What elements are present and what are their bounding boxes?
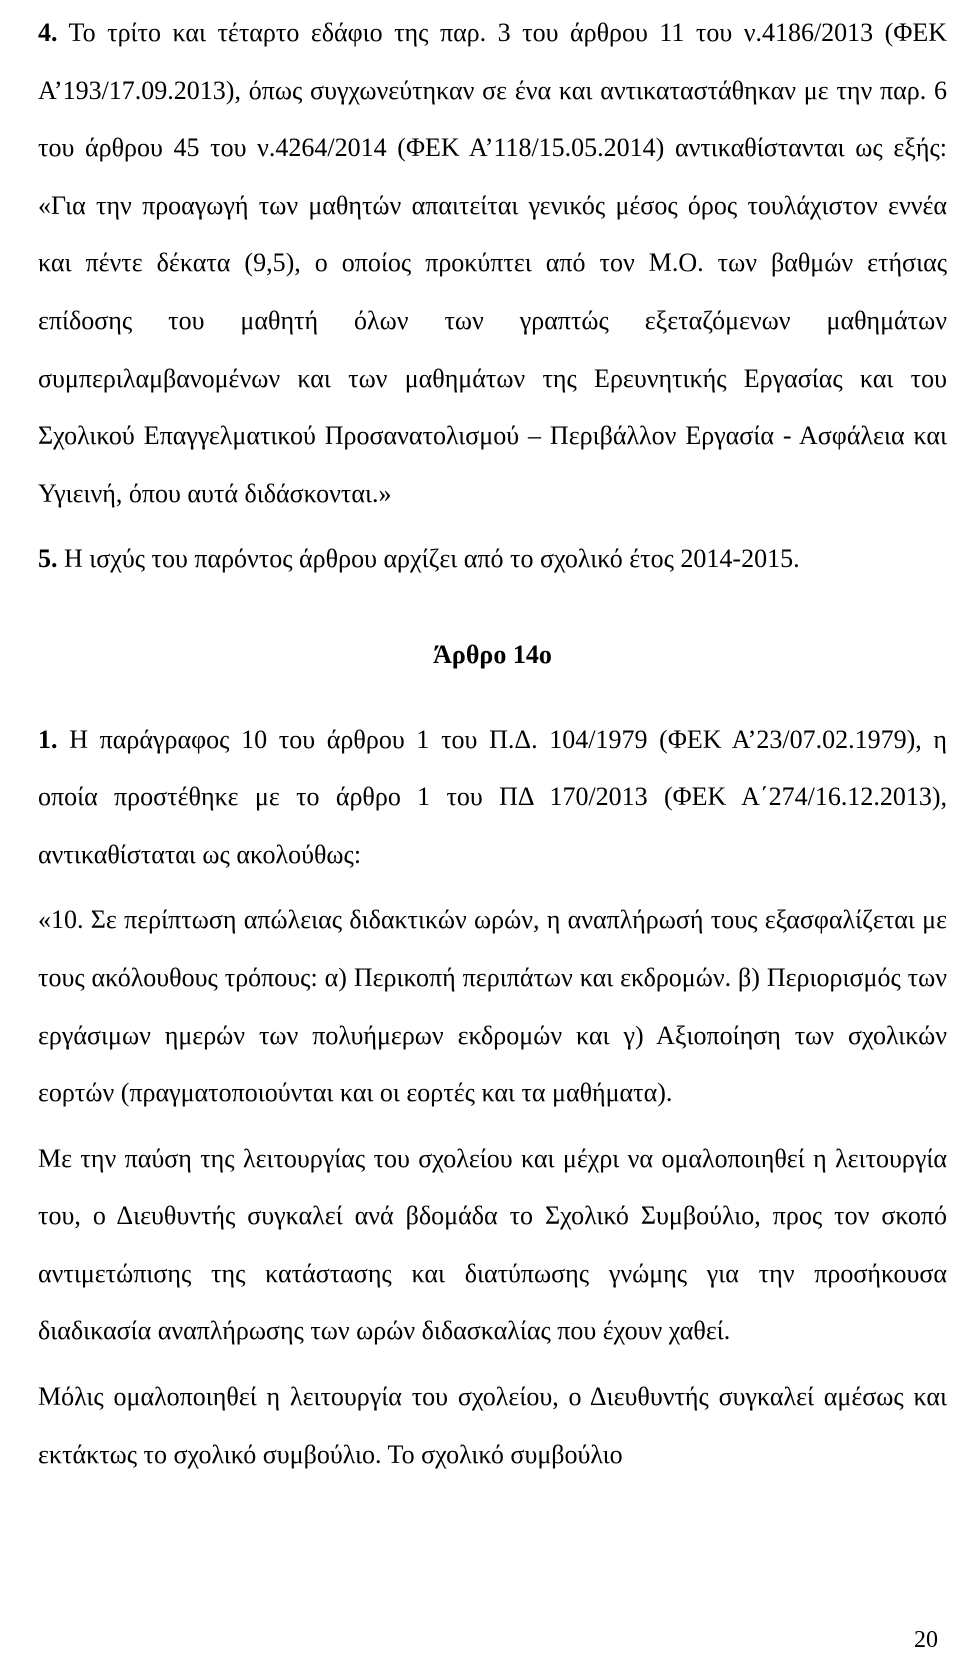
article-paragraph-1 [38,703,947,884]
document-page [38,0,947,1673]
paragraph-4 [38,0,947,522]
paragraph-text: Με την παύση της λειτουργίας του σχολείου και μέχρι να ομαλοποιηθεί η λειτουργία του, ο Διευθυντής συγκαλεί ανά βδομάδα το Σχολικό Συμβούλιο, προς τον σκοπό αντιμετώπισης της κατάστασης και διατύπωσης γνώμης για την προσήκουσα διαδικασία αναπλήρωσης των ωρών διδασκαλίας που έχουν χαθεί. [38,1143,947,1346]
paragraph-number: 5. [38,544,58,574]
paragraph-5 [38,522,947,588]
paragraph-text: Η ισχύς του παρόντος άρθρου αρχίζει από το σχολικό έτος 2014-2015. [64,544,800,574]
paragraph-text: Μόλις ομαλοποιηθεί η λειτουργία του σχολείου, ο Διευθυντής συγκαλεί αμέσως και εκτάκτως το σχολικό συμβούλιο. Το σχολικό συμβούλιο [38,1382,947,1469]
paragraph-text: Το τρίτο και τέταρτο εδάφιο της παρ. 3 του άρθρου 11 του ν.4186/2013 (ΦΕΚ Α’193/17.09.2013), όπως συγχωνεύτηκαν σε ένα και αντικαταστάθηκαν με την παρ. 6 του άρθρου 45 του ν.4264/2014 (ΦΕΚ Α’118/15.05.2014) αντικαθίστανται ως εξής: «Για την προαγωγή των μαθητών απαιτείται γενικός μέσος όρος τουλάχιστον εννέα και πέντε δέκατα (9,5), ο οποίος προκύπτει από τον Μ.Ο. των βαθμών ετήσιας επίδοσης του μαθητή όλων των γραπτώς εξεταζόμενων μαθημάτων συμπεριλαμβανομένων και των μαθημάτων της Ερευνητικής Εργασίας και του Σχολικού Επαγγελματικού Προσανατολισμού – Περιβάλλον Εργασία - Ασφάλεια και Υγιεινή, όπου αυτά διδάσκονται.» [38,18,947,508]
article-paragraph-suspension [38,1122,947,1360]
article-paragraph-normalization [38,1360,947,1483]
paragraph-text: Η παράγραφος 10 του άρθρου 1 του Π.Δ. 104/1979 (ΦΕΚ Α’23/07.02.1979), η οποία προστέθηκε με το άρθρο 1 του ΠΔ 170/2013 (ΦΕΚ Α΄274/16.12.2013), αντικαθίσταται ως ακολούθως: [38,724,948,869]
page-number: 20 [914,1627,938,1653]
paragraph-number: 4. [38,18,58,47]
paragraph-number: 1. [38,724,58,754]
paragraph-text: «10. Σε περίπτωση απώλειας διδακτικών ωρών, η αναπλήρωσή τους εξασφαλίζεται με τους ακόλουθους τρόπους: α) Περικοπή περιπάτων και εκδρομών. β) Περιορισμός των εργάσιμων ημερών των πολυήμερων εκδρομών και γ) Αξιοποίηση των σχολικών εορτών (πραγματοποιούνται και οι εορτές και τα μαθήματα). [38,905,947,1108]
article-heading: Άρθρο 14ο [433,639,552,669]
article-paragraph-10 [38,883,947,1121]
